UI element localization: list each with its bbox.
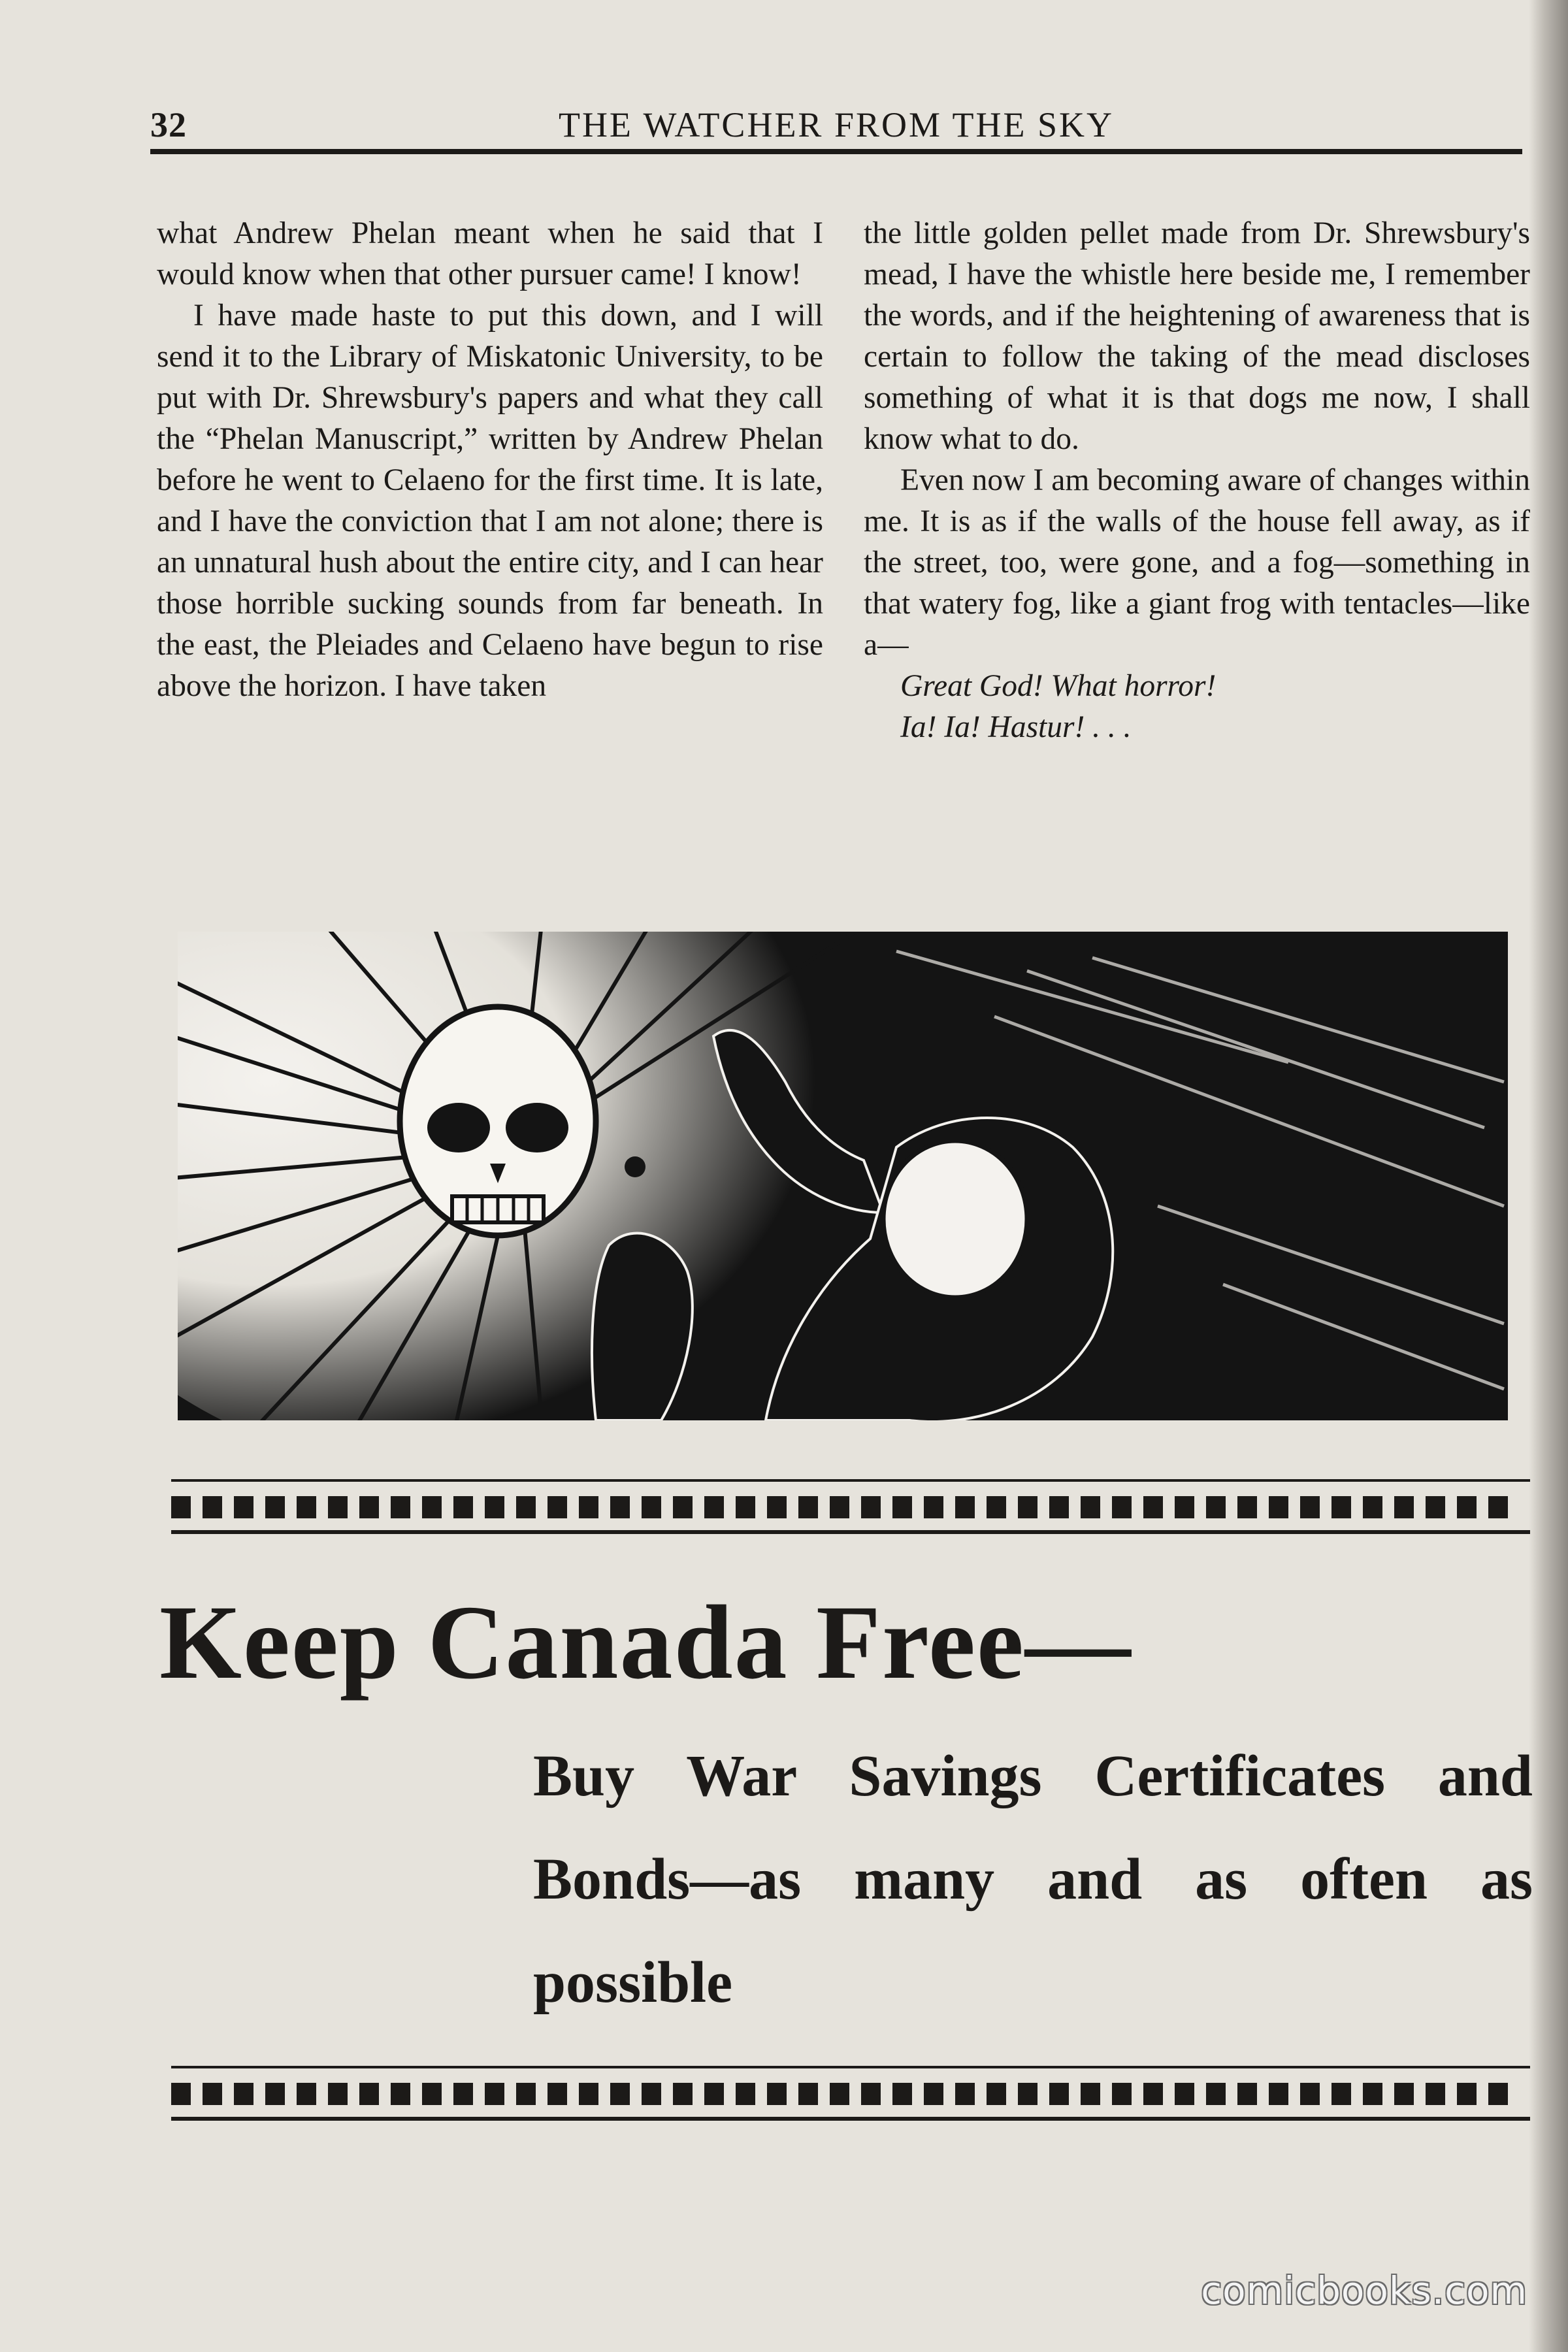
page-number: 32: [150, 105, 187, 144]
ad-headline: Keep Canada Free—: [159, 1584, 1132, 1701]
golden-pellet: [625, 1156, 645, 1177]
header-rule: [150, 149, 1522, 154]
story-paragraph: what Andrew Phelan meant when he said that I would know when that other pursuer came! I know!: [157, 216, 823, 291]
decorative-border-bottom: [171, 2065, 1530, 2123]
skull-figure: [400, 1007, 596, 1235]
closing-line-exclamation: Great God! What horror!: [900, 669, 1217, 703]
running-header: [150, 105, 1522, 144]
site-watermark: comicbooks.com: [1201, 2268, 1527, 2313]
story-paragraph: the little golden pellet made from Dr. Shrewsbury's mead, I have the whistle here beside me, I remember the words, and if the heightening of awareness that is certain to follow the taking of the mead discloses something of what it is that dogs me now, I shall know what to do.: [864, 216, 1530, 456]
decorative-border-top: [171, 1478, 1530, 1537]
story-column-right: [864, 213, 1530, 748]
story-paragraph: Even now I am becoming aware of changes within me. It is as if the walls of the house fell away, as if the street, too, were gone, and a fog—something in that watery fog, like a giant frog with tentacles—like a—: [864, 463, 1530, 662]
page-edge-shadow: [1529, 0, 1568, 2352]
running-title: THE WATCHER FROM THE SKY: [558, 105, 1115, 144]
story-column-left: [157, 213, 823, 707]
story-illustration: [178, 932, 1508, 1420]
closing-line-invocation: Ia! Ia! Hastur! . . .: [900, 710, 1132, 744]
story-paragraph: I have made haste to put this down, and I will send it to the Library of Miskatonic University, to be put with Dr. Shrewsbury's papers and what they call the “Phelan Manuscript,” written by Andrew Phelan before he went to Celaeno for the first time. It is late, and I have the conviction that I am not alone; there is an unnatural hush about the entire city, and I can hear those horrible sucking sounds from far beneath. In the east, the Pleiades and Celaeno have begun to rise above the horizon. I have taken: [157, 299, 823, 703]
ad-body-text: Buy War Savings Certificates and Bonds—as many and as often as possible: [533, 1744, 1533, 2015]
